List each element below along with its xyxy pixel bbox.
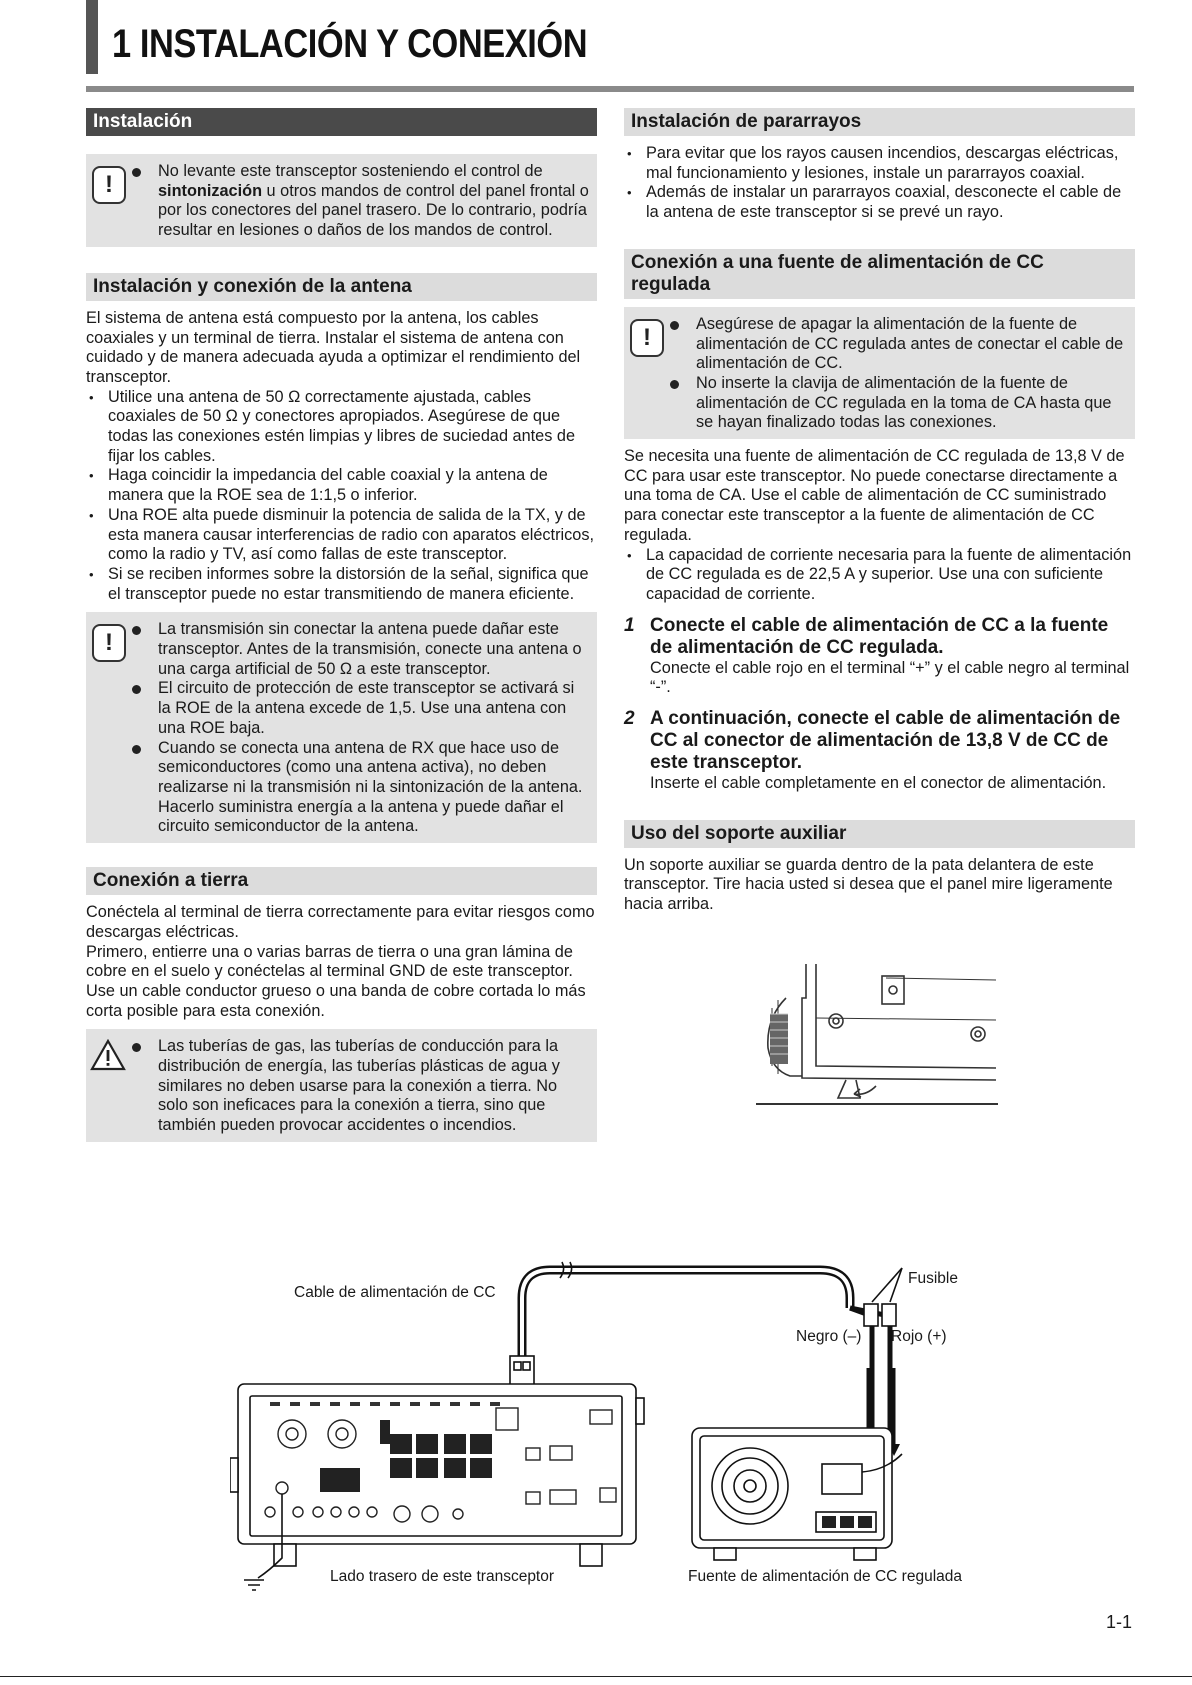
antena-intro: El sistema de antena está compuesto por la antena, los cables coaxiales y un terminal de tierra. Instalar el sistema de antena con cuidado y de manera adecuada ayuda a optimizar el rendimiento del transceptor. (86, 308, 581, 386)
connection-diagram (230, 1258, 990, 1598)
caution-item: La transmisión sin conectar la antena puede dañar este transceptor. Antes de la transmisión, conecte una antena o una carga artificial de 50 Ω a este transceptor. (144, 620, 591, 679)
caution-icon: ! (630, 319, 664, 357)
fuente-intro: Se necesita una fuente de alimentación de CC regulada de 13,8 V de CC para usar este transceptor. No puede conectarse directamente a una toma de CA. Use el cable de alimentación de CC suministrado para conectar este transceptor a la fuente de alimentación de CC regulada. (624, 447, 1125, 544)
list-item: • Una ROE alta puede disminuir la potencia de salida de la TX, y de esta manera causar interferencias de radio con aparatos eléctricos, como la radio y TV, así como fallas de este transceptor. (86, 506, 597, 565)
list-item: • Utilice una antena de 50 Ω correctamente ajustada, cables coaxiales de 50 Ω y conectores apropiados. Asegúrese de que todas las conexiones estén limpias y libres de suciedad antes de fijar los cables. (86, 388, 597, 467)
page-title: 1 INSTALACIÓN Y CONEXIÓN (112, 22, 588, 66)
right-column (624, 108, 1135, 915)
page-number: 1-1 (1106, 1612, 1133, 1632)
title-bar-accent (86, 0, 98, 74)
tierra-p1: Conéctela al terminal de tierra correctamente para evitar riesgos como descargas eléctricas. (86, 903, 595, 941)
section-heading-soporte: Uso del soporte auxiliar (624, 820, 1135, 848)
left-column (86, 108, 597, 1150)
caution-icon: ! (92, 624, 126, 662)
caution-item: Asegúrese de apagar la alimentación de la fuente de alimentación de CC regulada antes de conectar el cable de alimentación de CC. (682, 315, 1129, 374)
caution-box-fuente (624, 307, 1135, 439)
list-item: • Si se reciben informes sobre la distorsión de la señal, significa que el transceptor puede no estar transmitiendo de manera eficiente. (86, 565, 597, 604)
label-fusible: Fusible (908, 1270, 958, 1287)
label-fuente: Fuente de alimentación de CC regulada (688, 1568, 963, 1585)
soporte-text: Un soporte auxiliar se guarda dentro de la pata delantera de este transceptor. Tire hacia usted si desea que el panel mire ligeramente hacia arriba. (624, 855, 1113, 914)
section-heading-fuente: Conexión a una fuente de alimentación de CC regulada (624, 249, 1135, 299)
section-heading-pararrayos: Instalación de pararrayos (624, 108, 1135, 136)
section-heading-tierra: Conexión a tierra (86, 867, 597, 895)
label-rojo: Rojo (+) (891, 1328, 947, 1345)
antena-bullets (86, 388, 597, 605)
caution-item: No levante este transceptor sosteniendo el control de sintonización u otros mandos de control del panel frontal o por los conectores del panel trasero. De lo contrario, podría resultar en lesiones o daños de los mandos de control. (144, 162, 591, 241)
pararrayos-bullets (624, 144, 1135, 223)
stand-illustration (756, 958, 1006, 1108)
caution-box-antena (86, 612, 597, 843)
label-cable: Cable de alimentación de CC (294, 1284, 496, 1301)
caution-item: Cuando se conecta una antena de RX que hace uso de semiconductores (como una antena activa), no deben realizarse ni la transmisión ni la sintonización de la antena. Hacerlo suministra energía a la antena y puede dañar el circuito semiconductor de la antena. (144, 739, 591, 838)
section-heading-instalacion: Instalación (86, 108, 597, 136)
caution-item: No inserte la clavija de alimentación de la fuente de alimentación de CC regulada en la toma de CA hasta que se hayan finalizado todas las conexiones. (682, 374, 1129, 433)
warning-triangle-icon (90, 1039, 126, 1071)
caution-item: Las tuberías de gas, las tuberías de conducción para la distribución de energía, las tuberías plásticas de agua y similares no deben usarse para la conexión a tierra. No solo son ineficaces para la conexión a tierra, sino que también pueden provocar accidentes o incendios. (144, 1037, 591, 1136)
caution-item: El circuito de protección de este transceptor se activará si la ROE de la antena excede de 1,5. Use una antena con una ROE baja. (144, 679, 591, 738)
label-negro: Negro (–) (796, 1328, 862, 1345)
bottom-rule (0, 1676, 1192, 1677)
step-1: 1 Conecte el cable de alimentación de CC a la fuente de alimentación de CC regulada. Conecte el cable rojo en el terminal “+” y el cable negro al terminal “-”. (624, 614, 1130, 697)
title-rule (86, 86, 1134, 92)
caution-icon: ! (92, 166, 126, 204)
list-item: • Además de instalar un pararrayos coaxial, desconecte el cable de la antena de este transceptor si se prevé un rayo. (624, 183, 1135, 222)
list-item: • La capacidad de corriente necesaria para la fuente de alimentación de CC regulada es de 22,5 A y superior. Use una con suficiente capacidad de corriente. (624, 546, 1135, 605)
label-lado-trasero: Lado trasero de este transceptor (330, 1568, 555, 1585)
section-heading-antena: Instalación y conexión de la antena (86, 273, 597, 301)
warning-box-tierra (86, 1029, 597, 1142)
caution-box-instalacion (86, 154, 597, 247)
step-2: 2 A continuación, conecte el cable de alimentación de CC al conector de alimentación de 13,8 V de CC de este transceptor. Inserte el cable completamente en el conector de alimentación. (624, 708, 1121, 793)
tierra-p2: Primero, entierre una o varias barras de tierra o una gran lámina de cobre en el suelo y conéctelas al terminal GND de este transceptor. Use un cable conductor grueso o una banda de cobre cortada lo más corta posible para esta conexión. (86, 942, 586, 1020)
list-item: • Haga coincidir la impedancia del cable coaxial y la antena de manera que la ROE sea de 1:1,5 o inferior. (86, 466, 597, 505)
list-item: • Para evitar que los rayos causen incendios, descargas eléctricas, mal funcionamiento y lesiones, instale un pararrayos coaxial. (624, 144, 1135, 183)
